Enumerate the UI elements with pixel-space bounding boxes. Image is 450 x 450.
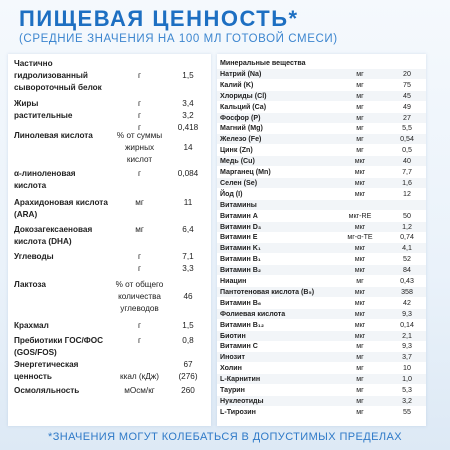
nutrient-name: Пребиотики ГОС/ФОС (GOS/FOS) bbox=[14, 336, 104, 357]
nutrient-value: 50 bbox=[403, 211, 411, 220]
nutrient-name: Витамин A bbox=[220, 211, 258, 220]
nutrient-row bbox=[217, 134, 426, 144]
nutrient-value: 0,74 bbox=[400, 233, 414, 242]
nutrient-unit: мкг-RE bbox=[348, 211, 372, 220]
nutrient-value: 11 bbox=[183, 198, 193, 207]
nutrient-value: 3,2 bbox=[402, 396, 412, 405]
nutrient-name: Частично гидролизованный сывороточный белок bbox=[14, 59, 102, 92]
nutrient-unit: мкг bbox=[354, 168, 366, 176]
nutrient-row bbox=[8, 385, 211, 397]
nutrient-row bbox=[217, 385, 426, 395]
nutrient-name: Линолевая кислота bbox=[14, 131, 93, 140]
nutrient-unit: мкг bbox=[354, 178, 366, 187]
nutrient-row bbox=[217, 211, 426, 221]
nutrient-unit: г bbox=[138, 336, 141, 345]
nutrient-value: 0,14 bbox=[400, 320, 414, 329]
nutrient-unit: мг bbox=[356, 277, 364, 285]
nutrient-unit: мкг bbox=[354, 309, 366, 318]
nutrient-row bbox=[217, 320, 426, 330]
nutrient-value: 2,1 bbox=[402, 331, 412, 340]
nutrient-name: Цинк (Zn) bbox=[220, 146, 253, 155]
nutrient-value: 40 bbox=[403, 157, 411, 166]
nutrient-row bbox=[217, 167, 426, 177]
nutrient-name: Витамин B₁₂ bbox=[220, 320, 264, 329]
nutrient-name: Углеводы bbox=[14, 252, 54, 261]
nutrient-name: Фосфор (P) bbox=[220, 113, 261, 122]
nutrient-row bbox=[217, 243, 426, 253]
nutrient-name: Фолиевая кислота bbox=[220, 309, 286, 318]
nutrient-unit: мг bbox=[356, 375, 364, 384]
nutrient-row bbox=[217, 309, 426, 319]
nutrient-value: 9,3 bbox=[402, 309, 412, 318]
nutrient-name: Марганец (Mn) bbox=[220, 168, 271, 176]
footnote: *ЗНАЧЕНИЯ МОГУТ КОЛЕБАТЬСЯ В ДОПУСТИМЫХ ПРЕДЕЛАХ bbox=[48, 431, 402, 443]
nutrient-unit: мг bbox=[356, 146, 364, 155]
nutrient-value: 55 bbox=[403, 407, 411, 416]
nutrient-row bbox=[217, 222, 426, 232]
nutrient-name: Витамин D₃ bbox=[220, 222, 262, 231]
nutrient-unit: мг bbox=[135, 198, 144, 207]
nutrient-name: Таурин bbox=[220, 386, 245, 394]
nutrient-name: α-линоленовая кислота bbox=[14, 169, 76, 190]
page-subtitle: (СРЕДНИЕ ЗНАЧЕНИЯ НА 100 МЛ ГОТОВОЙ СМЕСИ) bbox=[19, 33, 338, 45]
nutrient-unit: мг bbox=[356, 407, 364, 416]
nutrient-row bbox=[217, 352, 426, 362]
nutrient-row bbox=[8, 58, 211, 94]
nutrient-value: 20 bbox=[403, 69, 411, 78]
nutrient-row bbox=[217, 276, 426, 286]
nutrient-name: Ниацин bbox=[220, 277, 247, 285]
nutrient-unit: мкг bbox=[354, 287, 366, 296]
micronutrient-table bbox=[217, 54, 426, 426]
nutrient-unit: мг-α-TE bbox=[347, 233, 373, 242]
nutrient-value: 0,43 bbox=[400, 277, 414, 285]
nutrient-name: Энергетическая ценность bbox=[14, 360, 79, 381]
nutrient-name: Нуклеотиды bbox=[220, 396, 264, 405]
nutrient-name: L-Тирозин bbox=[220, 407, 256, 416]
nutrient-row bbox=[217, 80, 426, 90]
nutrient-unit: г bbox=[138, 321, 141, 330]
nutrient-value: 0,5 bbox=[402, 146, 412, 155]
nutrient-name: Йод (I) bbox=[220, 189, 243, 198]
nutrient-row bbox=[217, 298, 426, 308]
nutrient-unit: ккал (кДж) bbox=[119, 372, 159, 381]
nutrient-value: 42 bbox=[403, 298, 411, 307]
nutrient-row bbox=[217, 265, 426, 275]
nutrient-name: Витамин E bbox=[220, 233, 258, 242]
nutrient-value: 358 bbox=[401, 287, 413, 296]
nutrient-row bbox=[8, 224, 211, 248]
nutrient-unit: мкг bbox=[354, 320, 366, 329]
nutrient-unit: мкг bbox=[354, 189, 366, 198]
nutrient-unit: мг bbox=[356, 135, 364, 144]
nutrient-unit: мг bbox=[356, 364, 364, 373]
nutrient-value: 5,3 bbox=[402, 386, 412, 394]
nutrient-name: Магний (Mg) bbox=[220, 124, 263, 133]
nutrient-unit: мг bbox=[356, 69, 364, 78]
nutrient-name: Лактоза bbox=[14, 280, 46, 289]
nutrient-name: Крахмал bbox=[14, 321, 49, 330]
nutrient-row bbox=[8, 359, 211, 383]
nutrient-row bbox=[217, 69, 426, 79]
nutrient-value: 67 (276) bbox=[178, 360, 198, 381]
nutrient-value: 6,4 bbox=[182, 225, 194, 234]
nutrient-name: Холин bbox=[220, 364, 242, 373]
nutrient-unit: мг bbox=[356, 91, 364, 100]
nutrient-name: Докозагексаеновая кислота (DHA) bbox=[14, 225, 93, 246]
nutrient-value: 1,2 bbox=[402, 222, 412, 231]
nutrient-value: 46 bbox=[183, 292, 193, 301]
nutrient-value: 4,1 bbox=[402, 244, 412, 253]
nutrient-value: 52 bbox=[403, 255, 411, 264]
nutrient-value: 75 bbox=[403, 80, 411, 89]
nutrient-row bbox=[217, 189, 426, 199]
nutrient-unit: мкг bbox=[354, 222, 366, 231]
nutrient-value: 3,4 3,2 0,418 bbox=[177, 99, 199, 132]
nutrient-row bbox=[217, 156, 426, 166]
nutrient-name: Витамин C bbox=[220, 342, 258, 351]
nutrient-value: 27 bbox=[403, 113, 411, 122]
nutrient-value: 7,7 bbox=[402, 168, 412, 176]
nutrient-name: Кальций (Ca) bbox=[220, 102, 267, 111]
nutrient-unit: мг bbox=[356, 113, 364, 122]
nutrient-row bbox=[8, 279, 211, 315]
nutrient-value: 0,54 bbox=[400, 135, 414, 144]
nutrient-unit: мОсм/кг bbox=[124, 386, 155, 395]
nutrient-unit: г bbox=[138, 169, 141, 178]
nutrient-unit: мг bbox=[356, 386, 364, 394]
nutrient-row bbox=[217, 102, 426, 112]
nutrient-row bbox=[8, 98, 211, 134]
nutrient-row bbox=[8, 130, 211, 166]
nutrient-row bbox=[8, 168, 211, 192]
nutrient-row bbox=[217, 341, 426, 351]
nutrient-unit: мкг bbox=[354, 244, 366, 253]
nutrient-unit: мкг bbox=[354, 157, 366, 166]
nutrient-unit: г г bbox=[138, 252, 141, 273]
nutrient-row bbox=[8, 320, 211, 332]
nutrient-value: 84 bbox=[403, 266, 411, 275]
nutrient-value: 1,0 bbox=[402, 375, 412, 384]
nutrient-value: 45 bbox=[403, 91, 411, 100]
nutrient-value: 260 bbox=[181, 386, 195, 395]
nutrient-name: Жиры растительные bbox=[14, 99, 73, 120]
nutrient-name: Медь (Cu) bbox=[220, 157, 255, 166]
nutrient-name: Витамин B₆ bbox=[220, 298, 262, 307]
nutrient-name: Витамин B₁ bbox=[220, 255, 261, 264]
nutrient-name: Арахидоновая кислота (ARA) bbox=[14, 198, 108, 219]
nutrient-unit: мг bbox=[356, 102, 364, 111]
nutrient-row bbox=[8, 335, 211, 359]
nutrient-row bbox=[217, 145, 426, 155]
nutrient-unit: мг bbox=[356, 353, 364, 362]
nutrient-name: Витамин K₁ bbox=[220, 244, 261, 253]
nutrient-value: 0,8 bbox=[182, 336, 194, 345]
nutrient-unit: г г г bbox=[138, 99, 141, 132]
macronutrient-table bbox=[8, 54, 211, 426]
nutrient-row bbox=[8, 197, 211, 221]
nutrient-value: 1,5 bbox=[182, 321, 194, 330]
nutrient-row bbox=[217, 232, 426, 242]
nutrient-value: 49 bbox=[403, 102, 411, 111]
nutrient-name: Витамины bbox=[220, 200, 257, 209]
nutrient-unit: мкг bbox=[354, 298, 366, 307]
nutrient-row bbox=[8, 251, 211, 275]
nutrient-unit: мкг bbox=[354, 255, 366, 264]
nutrient-name: Витамин B₂ bbox=[220, 266, 262, 275]
nutrient-row bbox=[217, 178, 426, 188]
nutrient-name: Железо (Fe) bbox=[220, 135, 262, 144]
nutrient-name: Калий (K) bbox=[220, 80, 254, 89]
nutrient-row bbox=[217, 287, 426, 297]
nutrient-value: 0,084 bbox=[177, 169, 199, 178]
nutrient-unit: % от общего количества углеводов bbox=[115, 280, 164, 313]
nutrient-value: 14 bbox=[183, 143, 193, 152]
nutrient-name: Инозит bbox=[220, 353, 245, 362]
nutrient-unit: % от суммы жирных кислот bbox=[116, 131, 163, 164]
nutrient-value: 7,1 3,3 bbox=[182, 252, 194, 273]
nutrient-value: 9,3 bbox=[402, 342, 412, 351]
nutrient-value: 12 bbox=[403, 189, 411, 198]
nutrient-row bbox=[217, 58, 426, 68]
nutrient-unit: мкг bbox=[354, 266, 366, 275]
nutrient-row bbox=[217, 254, 426, 264]
nutrient-name: L-Карнитин bbox=[220, 375, 261, 384]
nutrient-row bbox=[217, 200, 426, 210]
nutrient-name: Хлориды (Cl) bbox=[220, 91, 267, 100]
nutrient-unit: мг bbox=[356, 124, 364, 133]
nutrient-name: Пантотеновая кислота (B₅) bbox=[220, 287, 315, 296]
nutrient-unit: мг bbox=[135, 225, 144, 234]
nutrient-row bbox=[217, 363, 426, 373]
nutrient-name: Селен (Se) bbox=[220, 178, 258, 187]
nutrient-unit: мкг bbox=[354, 331, 366, 340]
nutrient-name: Минеральные вещества bbox=[220, 59, 306, 67]
page-title: ПИЩЕВАЯ ЦЕННОСТЬ* bbox=[19, 6, 299, 31]
nutrient-value: 1,6 bbox=[402, 178, 412, 187]
nutrient-unit: г bbox=[138, 71, 141, 80]
nutrient-value: 1,5 bbox=[182, 71, 194, 80]
nutrient-unit: мг bbox=[356, 396, 364, 405]
nutrient-value: 10 bbox=[403, 364, 411, 373]
nutrient-row bbox=[217, 374, 426, 384]
nutrient-row bbox=[217, 331, 426, 341]
nutrient-row bbox=[217, 396, 426, 406]
nutrient-unit: мг bbox=[356, 342, 364, 351]
nutrient-row bbox=[217, 407, 426, 417]
nutrient-value: 5,5 bbox=[402, 124, 412, 133]
nutrient-row bbox=[217, 91, 426, 101]
nutrient-name: Осмоляльность bbox=[14, 386, 80, 395]
nutrient-name: Биотин bbox=[220, 331, 246, 340]
nutrient-unit: мг bbox=[356, 80, 364, 89]
nutrient-row bbox=[217, 113, 426, 123]
nutrient-name: Натрий (Na) bbox=[220, 69, 262, 78]
nutrient-value: 3,7 bbox=[402, 353, 412, 362]
nutrient-row bbox=[217, 123, 426, 133]
